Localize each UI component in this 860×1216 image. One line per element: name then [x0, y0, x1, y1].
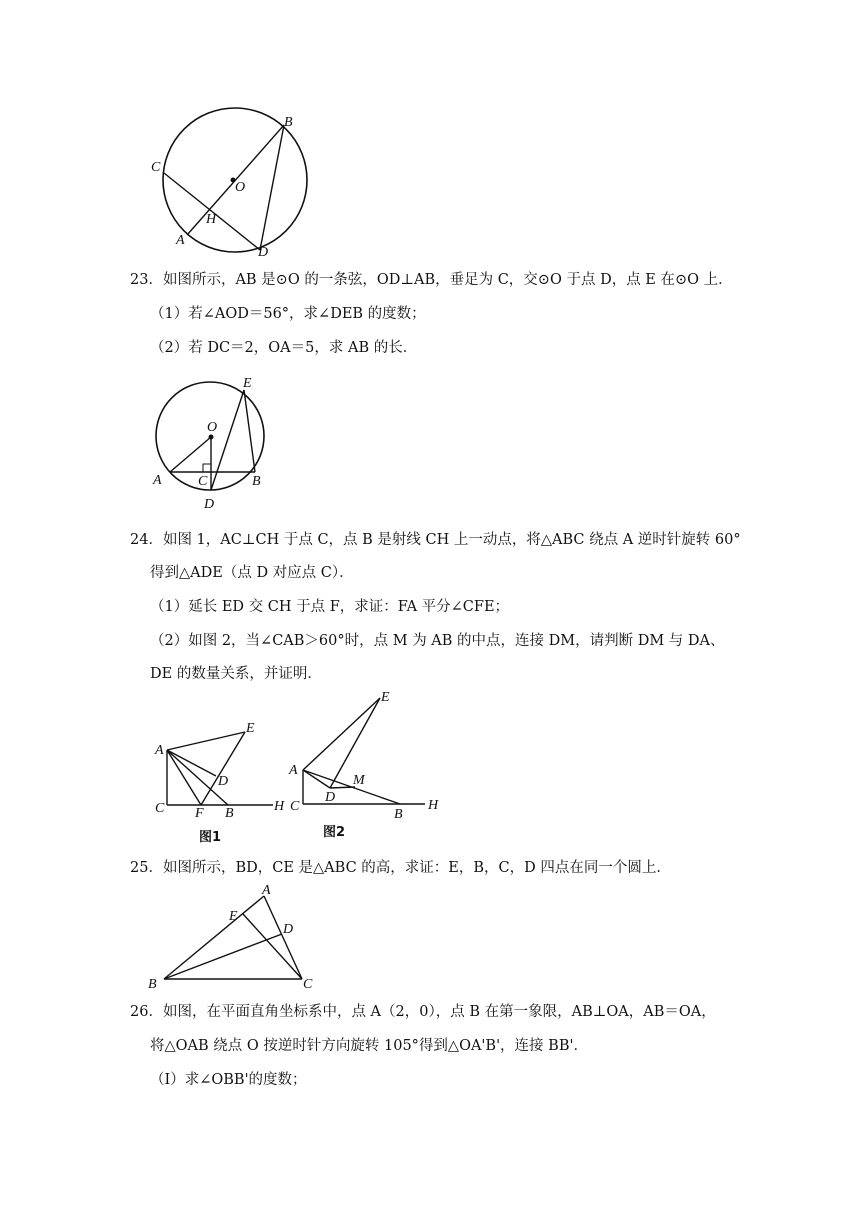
q26-stem: 26．如图，在平面直角坐标系中，点 A（2，0），点 B 在第一象限，AB⊥OA，AB＝OA， — [130, 1004, 716, 1020]
figure-q24-2 — [285, 688, 450, 846]
label-M: M — [353, 773, 365, 788]
label-B: B — [225, 806, 234, 821]
label-A: A — [153, 473, 162, 488]
figure-q23 — [140, 368, 280, 513]
label-E: E — [381, 690, 390, 705]
label-A: A — [262, 883, 271, 898]
q24-part1: （1）延长 ED 交 CH 于点 F，求证：FA 平分∠CFE； — [150, 599, 510, 615]
label-D: D — [258, 245, 269, 260]
label-D: D — [204, 497, 215, 512]
label-C: C — [290, 799, 300, 814]
q26-stem-cont: 将△OAB 绕点 O 按逆时针方向旋转 105°得到△OA'B'，连接 BB'． — [150, 1038, 588, 1054]
label-C: C — [303, 977, 313, 992]
label-H: H — [274, 799, 285, 814]
label-C: C — [198, 474, 208, 489]
figure-q24-1 — [145, 712, 295, 847]
q24-part2-cont: DE 的数量关系，并证明． — [150, 666, 322, 682]
label-D: D — [325, 790, 336, 805]
label-H: H — [428, 798, 439, 813]
label-B: B — [394, 807, 403, 822]
label-E: E — [246, 721, 255, 736]
label-E: E — [229, 909, 238, 924]
label-H: H — [206, 212, 217, 227]
label-E: E — [243, 376, 252, 391]
q23-stem: 23．如图所示，AB 是⊙O 的一条弦，OD⊥AB，垂足为 C，交⊙O 于点 D，点 E 在⊙O 上． — [130, 272, 733, 288]
label-A: A — [289, 763, 298, 778]
label-A: A — [155, 743, 164, 758]
q23-part2: （2）若 DC＝2，OA＝5，求 AB 的长． — [150, 340, 418, 356]
label-C: C — [155, 801, 165, 816]
label-O: O — [235, 180, 246, 195]
label-F: F — [195, 806, 204, 821]
figure-q25 — [140, 882, 330, 992]
q25-stem: 25．如图所示，BD，CE 是△ABC 的高，求证：E，B，C，D 四点在同一个圆上． — [130, 860, 671, 876]
caption-fig2: 图2 — [323, 825, 346, 840]
q24-stem-cont: 得到△ADE（点 D 对应点 C）． — [150, 565, 354, 581]
label-A: A — [176, 233, 185, 248]
q26-part1: （Ⅰ）求∠OBB'的度数； — [150, 1072, 307, 1088]
label-D: D — [283, 922, 294, 937]
label-D: D — [218, 774, 229, 789]
label-C: C — [151, 160, 161, 175]
caption-fig1: 图1 — [199, 830, 222, 845]
q24-stem: 24．如图 1，AC⊥CH 于点 C，点 B 是射线 CH 上一动点，将△ABC 绕点 A 逆时针旋转 60° — [130, 532, 741, 548]
label-B: B — [148, 977, 157, 992]
label-B: B — [252, 474, 261, 489]
q24-part2: （2）如图 2，当∠CAB＞60°时，点 M 为 AB 的中点，连接 DM，请判断 DM 与 DA、 — [150, 633, 725, 649]
label-B: B — [284, 115, 293, 130]
figure-circle-bcd — [140, 100, 320, 262]
label-O: O — [207, 420, 218, 435]
q23-part1: （1）若∠AOD＝56°，求∠DEB 的度数； — [150, 306, 426, 322]
